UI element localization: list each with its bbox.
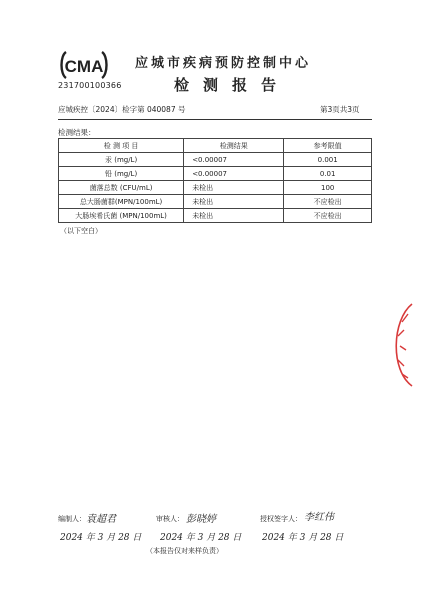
cell-item: 铅 (mg/L) [59, 167, 184, 181]
reviewer-label: 审核人： [156, 515, 184, 523]
cell-limit: 不应检出 [284, 195, 372, 209]
cell-item: 总大肠菌群(MPN/100mL) [59, 195, 184, 209]
header-item: 检 测 项 目 [59, 139, 184, 153]
cell-item: 菌落总数 (CFU/mL) [59, 181, 184, 195]
cell-limit: 100 [284, 181, 372, 195]
approver-label: 授权签字人： [260, 515, 302, 523]
compiler-label: 编制人： [58, 515, 86, 523]
cell-result: 未检出 [184, 209, 284, 223]
cell-item: 汞 (mg/L) [59, 153, 184, 167]
cell-limit: 0.001 [284, 153, 372, 167]
cell-limit: 不应检出 [284, 209, 372, 223]
results-table [58, 138, 372, 223]
table-row [59, 167, 372, 181]
svg-text:CMA: CMA [64, 57, 104, 76]
table-header-row [59, 139, 372, 153]
table-row [59, 181, 372, 195]
header-limit: 参考限值 [284, 139, 372, 153]
header-divider [58, 119, 372, 120]
cell-result: 未检出 [184, 195, 284, 209]
approver-signature: 李红伟 [304, 512, 334, 523]
reviewer-date: 2024 年 3 月 28 日 [160, 533, 242, 543]
header-result: 检测结果 [184, 139, 284, 153]
table-row [59, 153, 372, 167]
cert-number: 231700100366 [58, 81, 122, 90]
compiler-date: 2024 年 3 月 28 日 [60, 533, 142, 543]
cell-result: <0.00007 [184, 167, 284, 181]
approver-date: 2024 年 3 月 28 日 [262, 533, 344, 543]
reviewer-signature: 彭晓婷 [186, 514, 216, 525]
result-label: 检测结果： [58, 128, 96, 137]
cell-result: 未检出 [184, 181, 284, 195]
table-row [59, 209, 372, 223]
cell-result: <0.00007 [184, 153, 284, 167]
cell-limit: 0.01 [284, 167, 372, 181]
footer-note: （本报告仅对来样负责） [146, 547, 223, 555]
report-title: 检测报告 [174, 76, 291, 94]
seal-stamp [386, 300, 414, 390]
doc-number: 应城疾控〔2024〕检字第 040087 号 [58, 105, 186, 114]
cma-logo [58, 50, 110, 80]
cell-item: 大肠埃希氏菌 (MPN/100mL) [59, 209, 184, 223]
blank-note: （以下空白） [60, 227, 102, 235]
org-name: 应城市疾病预防控制中心 [135, 56, 312, 71]
page-info: 第3页共3页 [320, 105, 360, 114]
compiler-signature: 袁超君 [86, 514, 116, 525]
table-row [59, 195, 372, 209]
